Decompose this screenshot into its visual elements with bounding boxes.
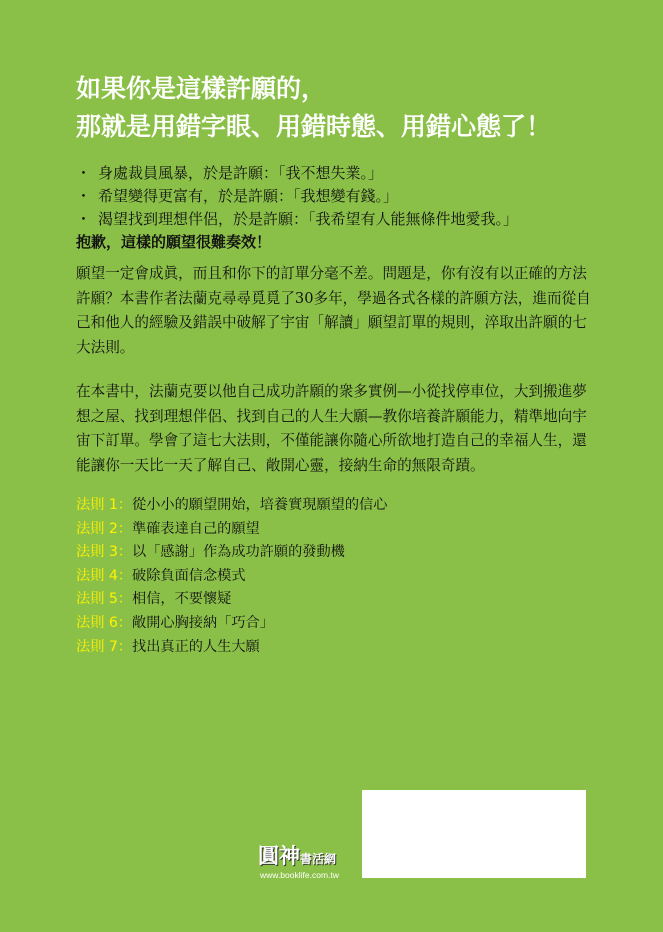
publisher-url: www.booklife.com.tw [260, 870, 339, 880]
seven-laws-list [76, 494, 596, 659]
law-text: 相信，不要懷疑 [132, 591, 232, 608]
law-text: 以「感謝」作為成功許願的發動機 [132, 544, 345, 561]
law-item [76, 588, 596, 612]
bullet-marker: ・ [76, 210, 92, 228]
list-item [76, 208, 636, 231]
law-item [76, 494, 596, 518]
bullet-marker: ・ [76, 164, 92, 182]
law-text: 敞開心胸接納「巧合」 [132, 614, 274, 631]
barcode-placeholder [362, 790, 586, 878]
law-label: 法則 6： [76, 614, 133, 631]
law-text: 找出真正的人生大願 [132, 638, 260, 655]
publisher-sub: 書活網 [300, 852, 337, 866]
list-item [76, 162, 636, 185]
publisher-logo [258, 844, 368, 884]
headline-line-1: 如果你是這樣許願的， [76, 74, 327, 103]
body-paragraph-1: 願望一定會成眞，而且和你下的訂單分毫不差。問題是，你有沒有以正確的方法許願？本書作者法蘭克尋尋覓覓了30多年，學過各式各樣的許願方法，進而從自己和他人的經驗及錯誤中破解了宇宙「解讀」願望訂單的規則，淬取出許願的七大法則。 [76, 265, 591, 356]
list-item-text: 身處裁員風暴，於是許願：「我不想失業。」 [98, 164, 384, 182]
law-label: 法則 1： [76, 497, 133, 513]
law-text: 破除負面信念模式 [132, 567, 246, 584]
law-text: 準確表達自己的願望 [132, 520, 260, 537]
law-item [76, 518, 596, 542]
publisher-logo-mark [258, 844, 336, 871]
law-text: 從小小的願望開始，培養實現願望的信心 [132, 497, 388, 513]
law-label: 法則 7： [76, 638, 133, 655]
law-label: 法則 2： [76, 520, 133, 537]
law-item [76, 636, 596, 660]
publisher-name: 圓神 [258, 843, 300, 868]
list-item-text: 希望變得更富有，於是許願：「我想變有錢。」 [98, 187, 399, 205]
body-paragraph-2: 在本書中，法蘭克要以他自己成功許願的衆多實例—小從找停車位，大到搬進夢想之屋、找到理想伴侶、找到自己的人生大願—教你培養許願能力，精準地向宇宙下訂單。學會了這七大法則，不僅能讓你隨心所欲地打造自己的幸福人生，還能讓你一天比一天了解自己、敞開心靈，接納生命的無限奇蹟。 [76, 383, 587, 474]
law-label: 法則 4： [76, 567, 133, 584]
law-label: 法則 5： [76, 591, 133, 608]
closing-statement: 抱歉，這樣的願望很難奏效！ [76, 233, 272, 251]
bullet-marker: ・ [76, 187, 92, 205]
list-item [76, 185, 636, 208]
headline-line-2: 那就是用錯字眼、用錯時態、用錯心態了！ [76, 112, 552, 141]
law-label: 法則 3： [76, 544, 133, 561]
law-item [76, 565, 596, 589]
headline [76, 70, 636, 146]
law-item [76, 612, 596, 636]
list-item-text: 渴望找到理想伴侶，於是許願：「我希望有人能無條件地愛我。」 [98, 210, 519, 228]
law-item [76, 541, 596, 565]
wish-examples-list [76, 162, 636, 254]
